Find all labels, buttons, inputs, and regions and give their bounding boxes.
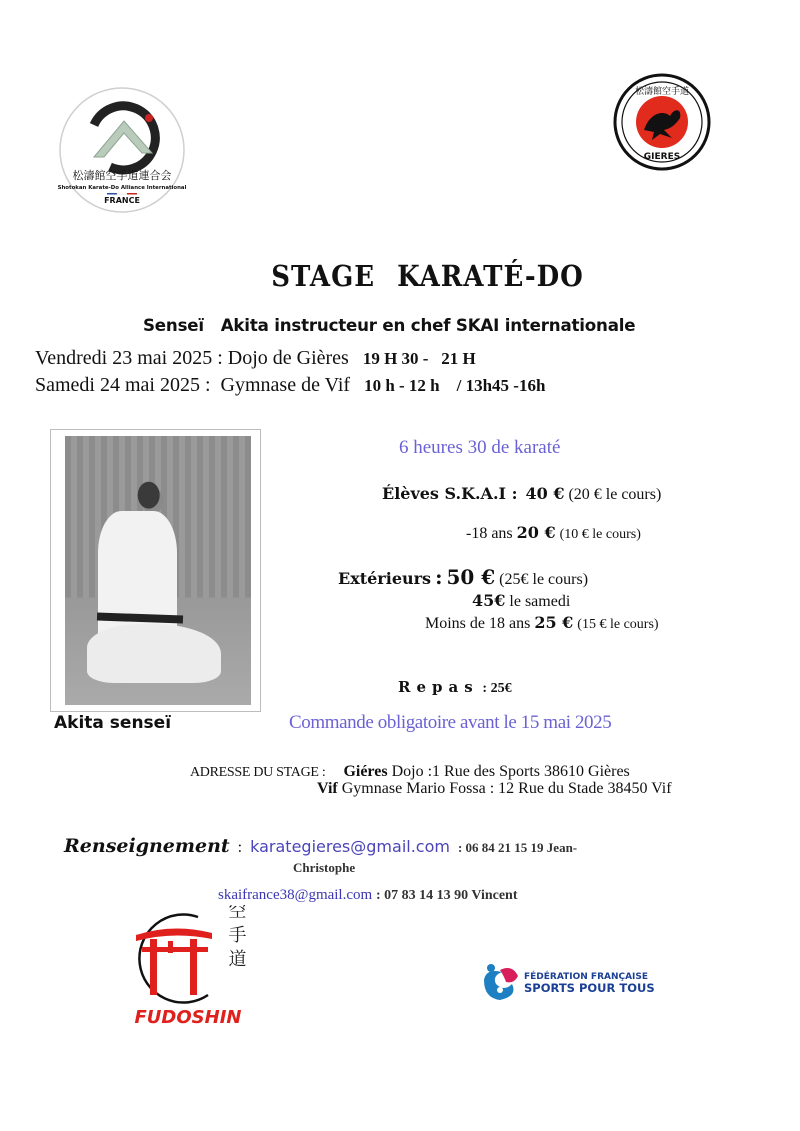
address-place: Vif bbox=[317, 780, 338, 797]
title-karate-do: KARATÉ-DO bbox=[397, 260, 584, 294]
price-skai-value: 40 € bbox=[525, 484, 565, 503]
price-label: -18 ans bbox=[466, 525, 513, 542]
price-label: Extérieurs bbox=[338, 569, 432, 588]
email-link-skai[interactable]: skaifrance38@gmail.com bbox=[218, 887, 373, 903]
schedule-friday bbox=[35, 347, 476, 370]
address-place: Giéres bbox=[343, 763, 388, 780]
schedule-time: 19 H 30 - 21 H bbox=[362, 349, 476, 368]
phone-jean-christophe: : 06 84 21 15 19 Jean- bbox=[457, 840, 578, 855]
photo-caption: Akita senseï bbox=[54, 713, 172, 733]
price-external-minor bbox=[425, 613, 659, 633]
schedule-day: Vendredi 23 mai 2025 : Dojo de Gières bbox=[35, 347, 349, 369]
phone-vincent: : 07 83 14 13 90 Vincent bbox=[375, 888, 518, 903]
svg-text:Shotokan Karate-Do Alliance In: Shotokan Karate-Do Alliance International bbox=[57, 185, 187, 191]
sensei-photo-image bbox=[65, 436, 251, 705]
contact-skai bbox=[218, 887, 518, 904]
price-skai bbox=[382, 484, 661, 504]
skai-france-logo bbox=[52, 85, 192, 215]
price-label: Moins de 18 ans bbox=[425, 615, 531, 632]
svg-text:GIERES: GIERES bbox=[643, 152, 681, 162]
price-value: 20 € bbox=[516, 523, 556, 542]
contact-label: Renseignement bbox=[64, 835, 230, 857]
ffspt-logo bbox=[482, 962, 682, 1006]
price-external bbox=[338, 565, 588, 589]
address-detail: Dojo :1 Rue des Sports 38610 Gières bbox=[387, 763, 630, 780]
contact-name-continued: Christophe bbox=[293, 860, 356, 875]
svg-text:SPORTS POUR TOUS: SPORTS POUR TOUS bbox=[524, 981, 655, 995]
fudoshin-logo bbox=[128, 905, 258, 1030]
price-skai-label: Élèves S.K.A.I : bbox=[382, 484, 518, 503]
address-detail: Gymnase Mario Fossa : 12 Rue du Stade 38450 Vif bbox=[337, 780, 672, 797]
meal-label: Repas bbox=[398, 678, 479, 696]
address-vif bbox=[317, 780, 672, 798]
gieres-club-logo bbox=[612, 72, 712, 172]
contact-colon: : bbox=[237, 839, 243, 856]
price-external-saturday bbox=[472, 591, 570, 611]
order-deadline: Commande obligatoire avant le 15 mai 2025 bbox=[289, 712, 612, 733]
price-note: (25€ le cours) bbox=[499, 571, 589, 588]
price-skai-minor bbox=[466, 523, 641, 543]
schedule-time: 10 h - 12 h / 13h45 -16h bbox=[364, 376, 546, 395]
svg-text:松濤館空手道: 松濤館空手道 bbox=[634, 87, 690, 97]
meal-price bbox=[398, 678, 512, 697]
schedule-day: Samedi 24 mai 2025 : Gymnase de Vif bbox=[35, 374, 351, 396]
price-value: 25 € bbox=[534, 613, 574, 632]
svg-text:空手道: 空手道 bbox=[225, 905, 247, 973]
schedule-saturday bbox=[35, 374, 545, 397]
price-skai-note: (20 € le cours) bbox=[568, 486, 662, 503]
address-gieres bbox=[190, 763, 630, 781]
price-note: (15 € le cours) bbox=[577, 617, 659, 632]
title-stage: STAGE bbox=[271, 260, 376, 294]
svg-text:FÉDÉRATION FRANÇAISE: FÉDÉRATION FRANÇAISE bbox=[524, 972, 649, 982]
meal-value: : 25€ bbox=[482, 681, 512, 696]
page-title bbox=[0, 261, 800, 294]
email-link-gieres[interactable]: karategieres@gmail.com bbox=[250, 837, 450, 856]
sensei-photo bbox=[50, 429, 261, 712]
svg-text:FUDOSHIN: FUDOSHIN bbox=[134, 1007, 242, 1028]
price-value: 50 € bbox=[446, 565, 496, 589]
contact-gieres bbox=[64, 835, 577, 857]
svg-text:FRANCE: FRANCE bbox=[104, 196, 140, 205]
duration-text: 6 heures 30 de karaté bbox=[399, 437, 561, 458]
address-label: ADRESSE DU STAGE : bbox=[190, 765, 326, 780]
price-note: (10 € le cours) bbox=[559, 527, 641, 542]
subtitle: Senseï Akita instructeur en chef SKAI internationale bbox=[143, 316, 636, 336]
price-label: le samedi bbox=[509, 593, 571, 610]
svg-text:松濤館空手道連合会: 松濤館空手道連合会 bbox=[72, 169, 172, 182]
price-value: 45€ bbox=[472, 591, 506, 610]
price-colon: : bbox=[435, 565, 443, 589]
